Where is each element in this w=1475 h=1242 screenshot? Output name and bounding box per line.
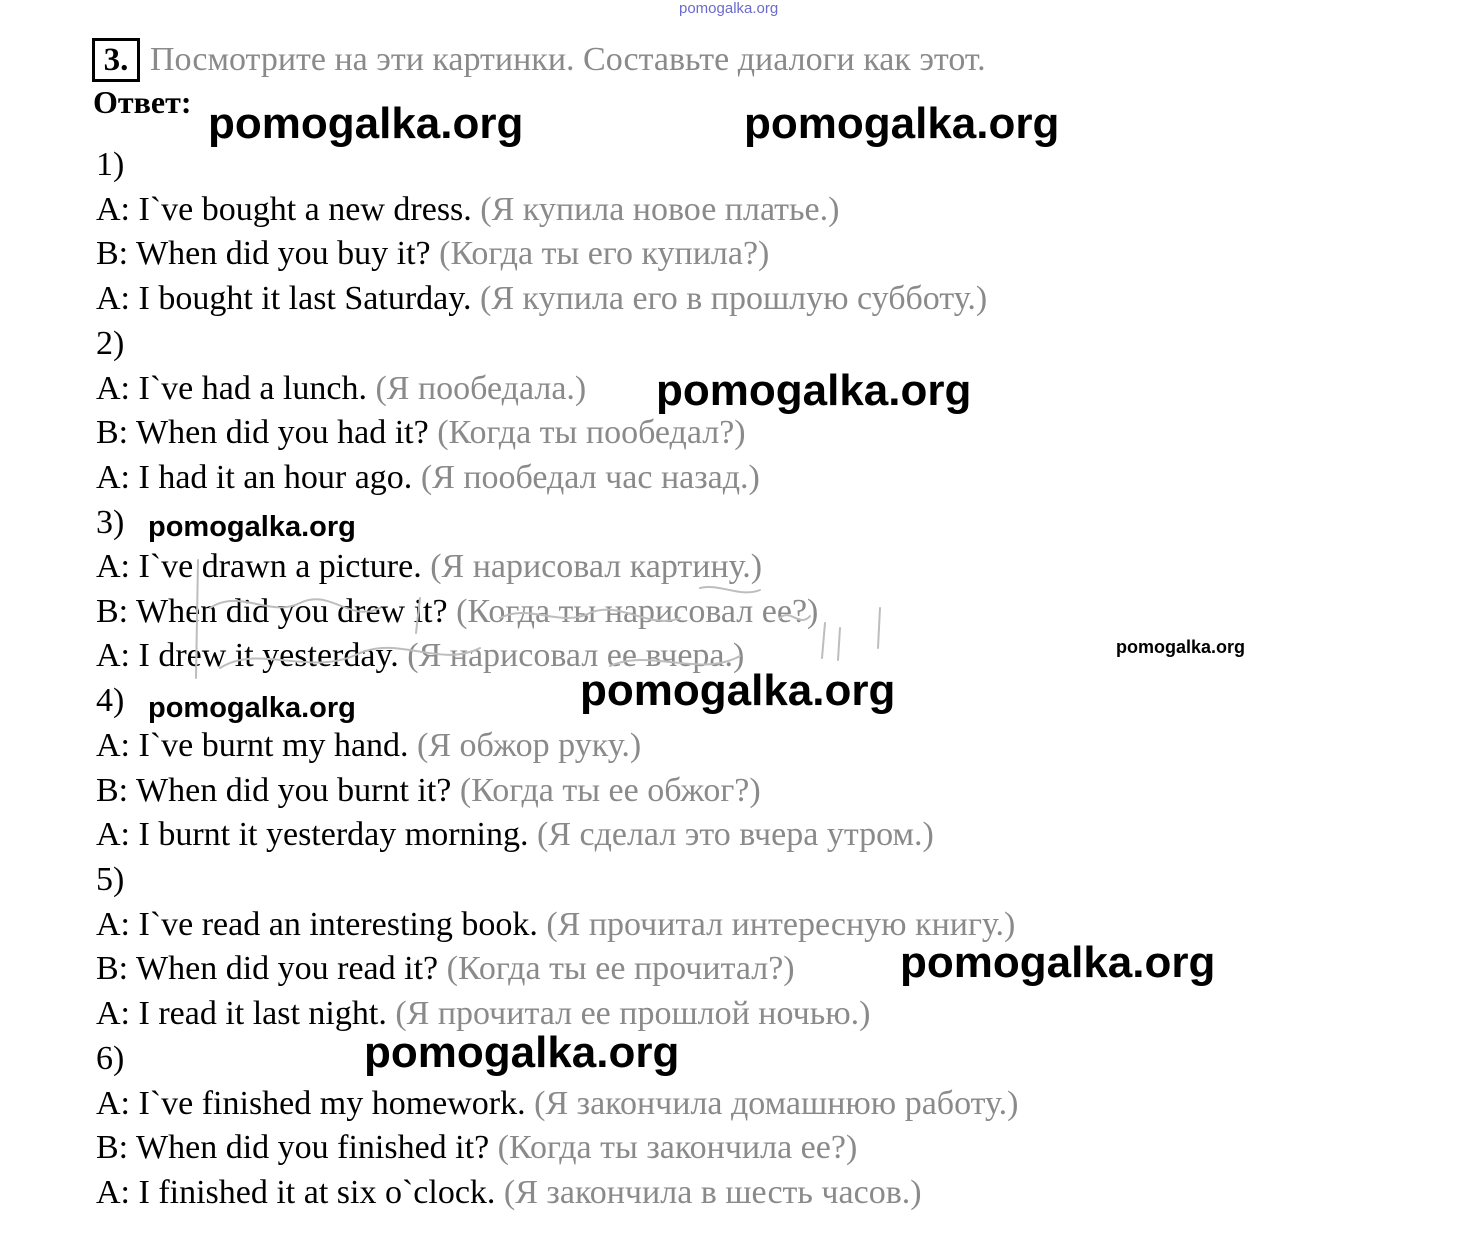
watermark: pomogalka.org	[744, 99, 1060, 148]
dialog-line: B: When did you buy it? (Когда ты его купила?)	[96, 235, 770, 272]
watermark: pomogalka.org	[656, 366, 972, 415]
watermark: pomogalka.org	[148, 511, 356, 543]
dialog-line: A: I drew it yesterday. (Я нарисовал ее вчера.)	[96, 637, 745, 674]
dialog-line: A: I`ve drawn a picture. (Я нарисовал картину.)	[96, 548, 763, 585]
dialog-line: A: I`ve finished my homework. (Я закончила домашнюю работу.)	[96, 1085, 1019, 1122]
dialog-number-6: 6)	[96, 1040, 125, 1077]
dialog-line: A: I`ve bought a new dress. (Я купила новое платье.)	[96, 191, 840, 228]
dialog-number-1: 1)	[96, 146, 125, 183]
dialog-line: B: When did you had it? (Когда ты пообедал?)	[96, 414, 746, 451]
dialog-number-3: 3)	[96, 504, 125, 541]
task-instruction: Посмотрите на эти картинки. Составьте диалоги как этот.	[150, 41, 986, 78]
dialog-line: A: I`ve had a lunch. (Я пообедала.)	[96, 370, 587, 407]
watermark: pomogalka.org	[364, 1028, 680, 1077]
dialog-line: B: When did you finished it? (Когда ты закончила ее?)	[96, 1129, 858, 1166]
watermark: pomogalka.org	[148, 692, 356, 724]
dialog-number-2: 2)	[96, 325, 125, 362]
dialog-line: A: I burnt it yesterday morning. (Я сделал это вчера утром.)	[96, 816, 934, 853]
dialog-line: A: I finished it at six o`clock. (Я закончила в шесть часов.)	[96, 1174, 922, 1211]
watermark: pomogalka.org	[900, 938, 1216, 987]
dialog-number-5: 5)	[96, 861, 125, 898]
top-watermark: pomogalka.org	[679, 0, 779, 17]
dialog-line: B: When did you read it? (Когда ты ее прочитал?)	[96, 950, 795, 987]
watermark: pomogalka.org	[580, 666, 896, 715]
watermark: pomogalka.org	[208, 99, 524, 148]
dialog-line: B: When did you burnt it? (Когда ты ее обжог?)	[96, 772, 761, 809]
watermark: pomogalka.org	[1116, 637, 1246, 657]
dialog-line: A: I read it last night. (Я прочитал ее прошлой ночью.)	[96, 995, 871, 1032]
task-header	[92, 37, 986, 83]
dialog-line: A: I had it an hour ago. (Я пообедал час назад.)	[96, 459, 760, 496]
dialog-line: A: I`ve read an interesting book. (Я прочитал интересную книгу.)	[96, 906, 1016, 943]
task-number-box: 3.	[92, 38, 140, 82]
dialog-line: B: When did you drew it? (Когда ты нарисовал ее?)	[96, 593, 819, 630]
dialog-line: A: I`ve burnt my hand. (Я обжор руку.)	[96, 727, 642, 764]
answer-label: Ответ:	[93, 84, 192, 120]
dialog-line: A: I bought it last Saturday. (Я купила его в прошлую субботу.)	[96, 280, 988, 317]
dialog-number-4: 4)	[96, 682, 125, 719]
